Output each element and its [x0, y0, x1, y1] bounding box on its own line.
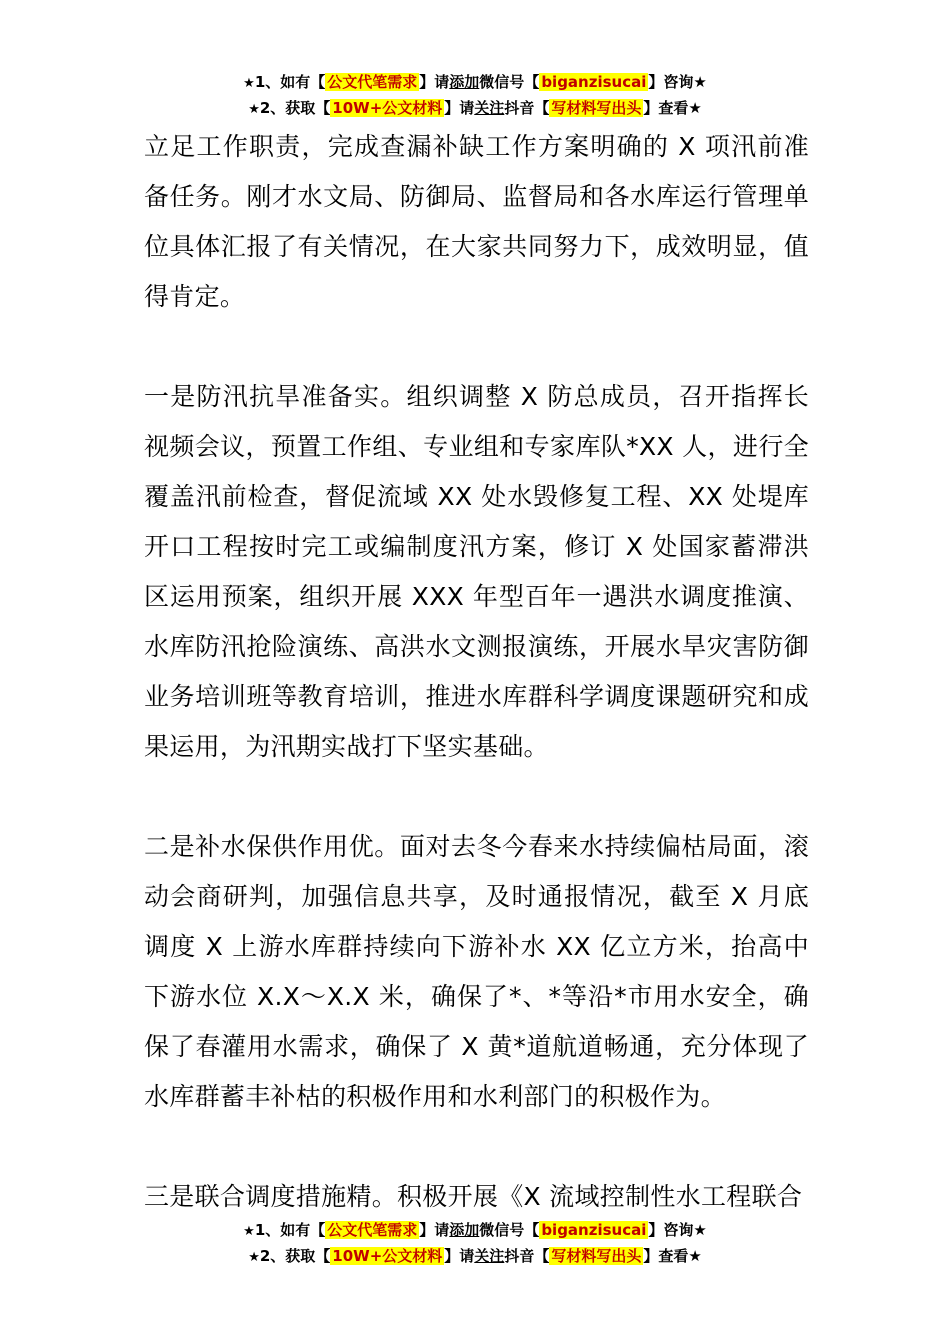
banner-text: 】请: [444, 1247, 475, 1265]
header-banner: [0, 70, 950, 122]
paragraph-point-1: 一是防汛抗旱准备实。组织调整 X 防总成员，召开指挥长视频会议，预置工作组、专业组和专家库队*XX 人，进行全覆盖汛前检查，督促流域 XX 处水毁修复工程、XX 处堤库开口工程按时完工或编制度汛方案，修订 X 处国家蓄滞洪区运用预案，组织开展 XXX 年型百年一遇洪水调度推演、水库防汛抢险演练、高洪水文测报演练，开展水旱灾害防御业务培训班等教育培训，推进水库群科学调度课题研究和成果运用，为汛期实战打下坚实基础。: [144, 382, 809, 761]
banner-text: 1、如有【: [254, 1221, 326, 1239]
banner-text: 微信号【: [479, 1221, 540, 1239]
banner-text: 】查看★: [643, 1247, 702, 1265]
underline-text: 添加: [449, 1221, 480, 1239]
highlight-materials: 10W+公文材料: [332, 99, 443, 117]
banner-line-1: [0, 1218, 950, 1244]
highlight-service: 公文代笔需求: [327, 73, 418, 91]
banner-line-2: [0, 1244, 950, 1270]
banner-text: 】请: [444, 99, 475, 117]
banner-text: 2、获取【: [259, 1247, 331, 1265]
star-icon: ★: [243, 1224, 255, 1239]
star-icon: ★: [243, 76, 255, 91]
underline-text: 添加: [449, 73, 480, 91]
banner-text: 2、获取【: [259, 99, 331, 117]
highlight-wechat-id: biganzisucai: [541, 73, 647, 91]
star-icon: ★: [248, 1250, 260, 1265]
paragraph-intro: 立足工作职责，完成查漏补缺工作方案明确的 X 项汛前准备任务。刚才水文局、防御局、监督局和各水库运行管理单位具体汇报了有关情况，在大家共同努力下，成效明显，值得肯定。: [144, 132, 809, 311]
paragraph-point-3: 三是联合调度措施精。积极开展《X 流域控制性水工程联合: [144, 1182, 803, 1211]
paragraph-point-2: 二是补水保供作用优。面对去冬今春来水持续偏枯局面，滚动会商研判，加强信息共享，及时通报情况，截至 X 月底调度 X 上游水库群持续向下游补水 XX 亿立方米，抬高中下游水位 X.X～X.X 米，确保了*、*等沿*市用水安全，确保了春灌用水需求，确保了 X 黄*道航道畅通，充分体现了水库群蓄丰补枯的积极作用和水利部门的积极作为。: [144, 832, 809, 1111]
banner-text: 1、如有【: [254, 73, 326, 91]
highlight-materials: 10W+公文材料: [332, 1247, 443, 1265]
underline-text: 关注: [474, 1247, 505, 1265]
banner-text: 微信号【: [479, 73, 540, 91]
highlight-douyin: 写材料写出头: [551, 1247, 642, 1265]
banner-text: 】查看★: [643, 99, 702, 117]
banner-text: 】请: [419, 73, 450, 91]
underline-text: 关注: [474, 99, 505, 117]
banner-text: 】咨询★: [648, 1221, 707, 1239]
banner-text: 】请: [419, 1221, 450, 1239]
banner-text: 抖音【: [504, 99, 550, 117]
banner-line-1: [0, 70, 950, 96]
banner-text: 抖音【: [504, 1247, 550, 1265]
banner-line-2: [0, 96, 950, 122]
banner-text: 】咨询★: [648, 73, 707, 91]
highlight-service: 公文代笔需求: [327, 1221, 418, 1239]
highlight-douyin: 写材料写出头: [551, 99, 642, 117]
star-icon: ★: [248, 102, 260, 117]
highlight-wechat-id: biganzisucai: [541, 1221, 647, 1239]
footer-banner: [0, 1218, 950, 1270]
document-body: [144, 122, 809, 1222]
